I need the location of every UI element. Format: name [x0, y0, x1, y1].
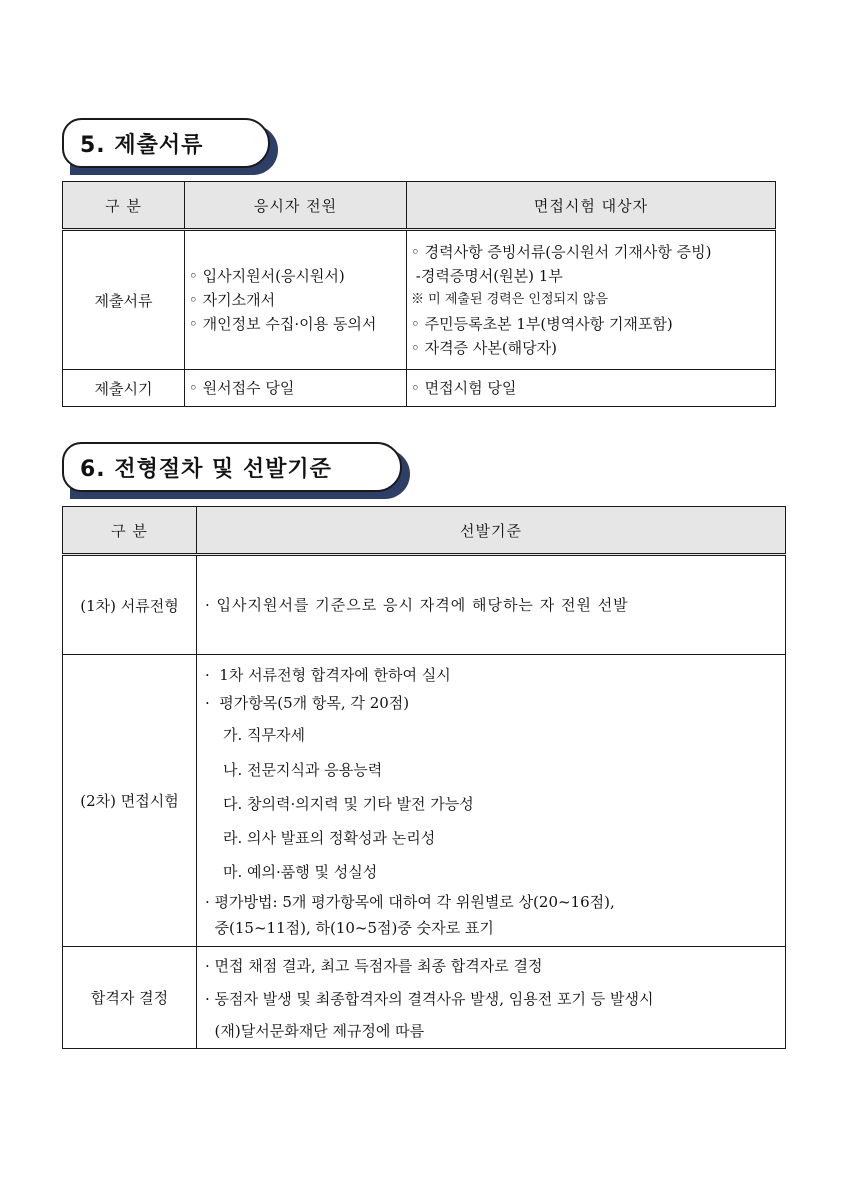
- list-item: · 동점자 발생 및 최종합격자의 결격사유 발생, 임용전 포기 등 발생시: [205, 989, 654, 1008]
- interview-documents: [407, 230, 776, 370]
- list-item: ◦ 입사지원서(응시원서): [189, 267, 345, 285]
- list-item: ◦ 면접시험 당일: [411, 379, 517, 397]
- row-label-screening: (1차) 서류전형: [63, 555, 197, 655]
- selection-criteria-table: [62, 506, 786, 1049]
- header-category: 구 분: [63, 507, 197, 555]
- list-item: ◦ 경력사항 증빙서류(응시원서 기재사항 증빙): [411, 243, 712, 261]
- interview-timing: [407, 370, 776, 407]
- final-decision-criteria: [197, 947, 786, 1049]
- list-item: 중(15~11점), 하(10~5점)중 숫자로 표기: [205, 918, 494, 937]
- list-item-note: ※ 미 제출된 경력은 인정되지 않음: [411, 292, 608, 307]
- list-item: 마. 예의·품행 및 성실성: [223, 862, 378, 881]
- list-item: ◦ 자격증 사본(해당자): [411, 339, 558, 357]
- screening-criteria: [197, 555, 786, 655]
- header-interview-targets: 면접시험 대상자: [407, 182, 776, 230]
- row-label-timing: 제출시기: [63, 370, 185, 407]
- row-label-final: 합격자 결정: [63, 947, 197, 1049]
- list-item: -경력증명서(원본) 1부: [411, 267, 563, 285]
- table-row: [63, 947, 786, 1049]
- section-6-title-text: 6. 전형절차 및 선발기준: [80, 456, 332, 482]
- table-row: [63, 555, 786, 655]
- list-item: 가. 직무자세: [223, 725, 305, 744]
- all-applicants-documents: [185, 230, 407, 370]
- list-item: · 면접 채점 결과, 최고 득점자를 최종 합격자로 결정: [205, 956, 543, 975]
- header-all-applicants: 응시자 전원: [185, 182, 407, 230]
- section-5-title-text: 5. 제출서류: [80, 132, 204, 158]
- list-item: ◦ 원서접수 당일: [189, 379, 295, 397]
- header-criteria: 선발기준: [197, 507, 786, 555]
- title-pill: [62, 118, 270, 168]
- list-item: (재)달서문화재단 제규정에 따름: [205, 1021, 425, 1040]
- list-item: · 평가방법: 5개 평가항목에 대하여 각 위원별로 상(20~16점),: [205, 892, 615, 911]
- list-item: ◦ 주민등록초본 1부(병역사항 기재포함): [411, 315, 673, 333]
- table-header-row: [63, 507, 786, 555]
- header-category: 구 분: [63, 182, 185, 230]
- list-item: 나. 전문지식과 응용능력: [223, 760, 383, 779]
- list-item: · 1차 서류전형 합격자에 한하여 실시: [205, 665, 451, 684]
- row-label-interview: (2차) 면접시험: [63, 655, 197, 947]
- list-item: · 평가항목(5개 항목, 각 20점): [205, 693, 410, 712]
- interview-criteria: [197, 655, 786, 947]
- documents-table: [62, 181, 776, 407]
- row-label-documents: 제출서류: [63, 230, 185, 370]
- list-item: 라. 의사 발표의 정확성과 논리성: [223, 828, 436, 847]
- section-6-title: [62, 442, 402, 492]
- section-5-title: [62, 118, 270, 168]
- list-item: ◦ 자기소개서: [189, 291, 276, 309]
- list-item: · 입사지원서를 기준으로 응시 자격에 해당하는 자 전원 선발: [205, 595, 629, 614]
- list-item: ◦ 개인정보 수집·이용 동의서: [189, 315, 377, 333]
- table-row: [63, 230, 776, 370]
- list-item: 다. 창의력·의지력 및 기타 발전 가능성: [223, 794, 474, 813]
- table-header-row: [63, 182, 776, 230]
- table-row: [63, 370, 776, 407]
- all-applicants-timing: [185, 370, 407, 407]
- table-row: [63, 655, 786, 947]
- title-pill: [62, 442, 402, 492]
